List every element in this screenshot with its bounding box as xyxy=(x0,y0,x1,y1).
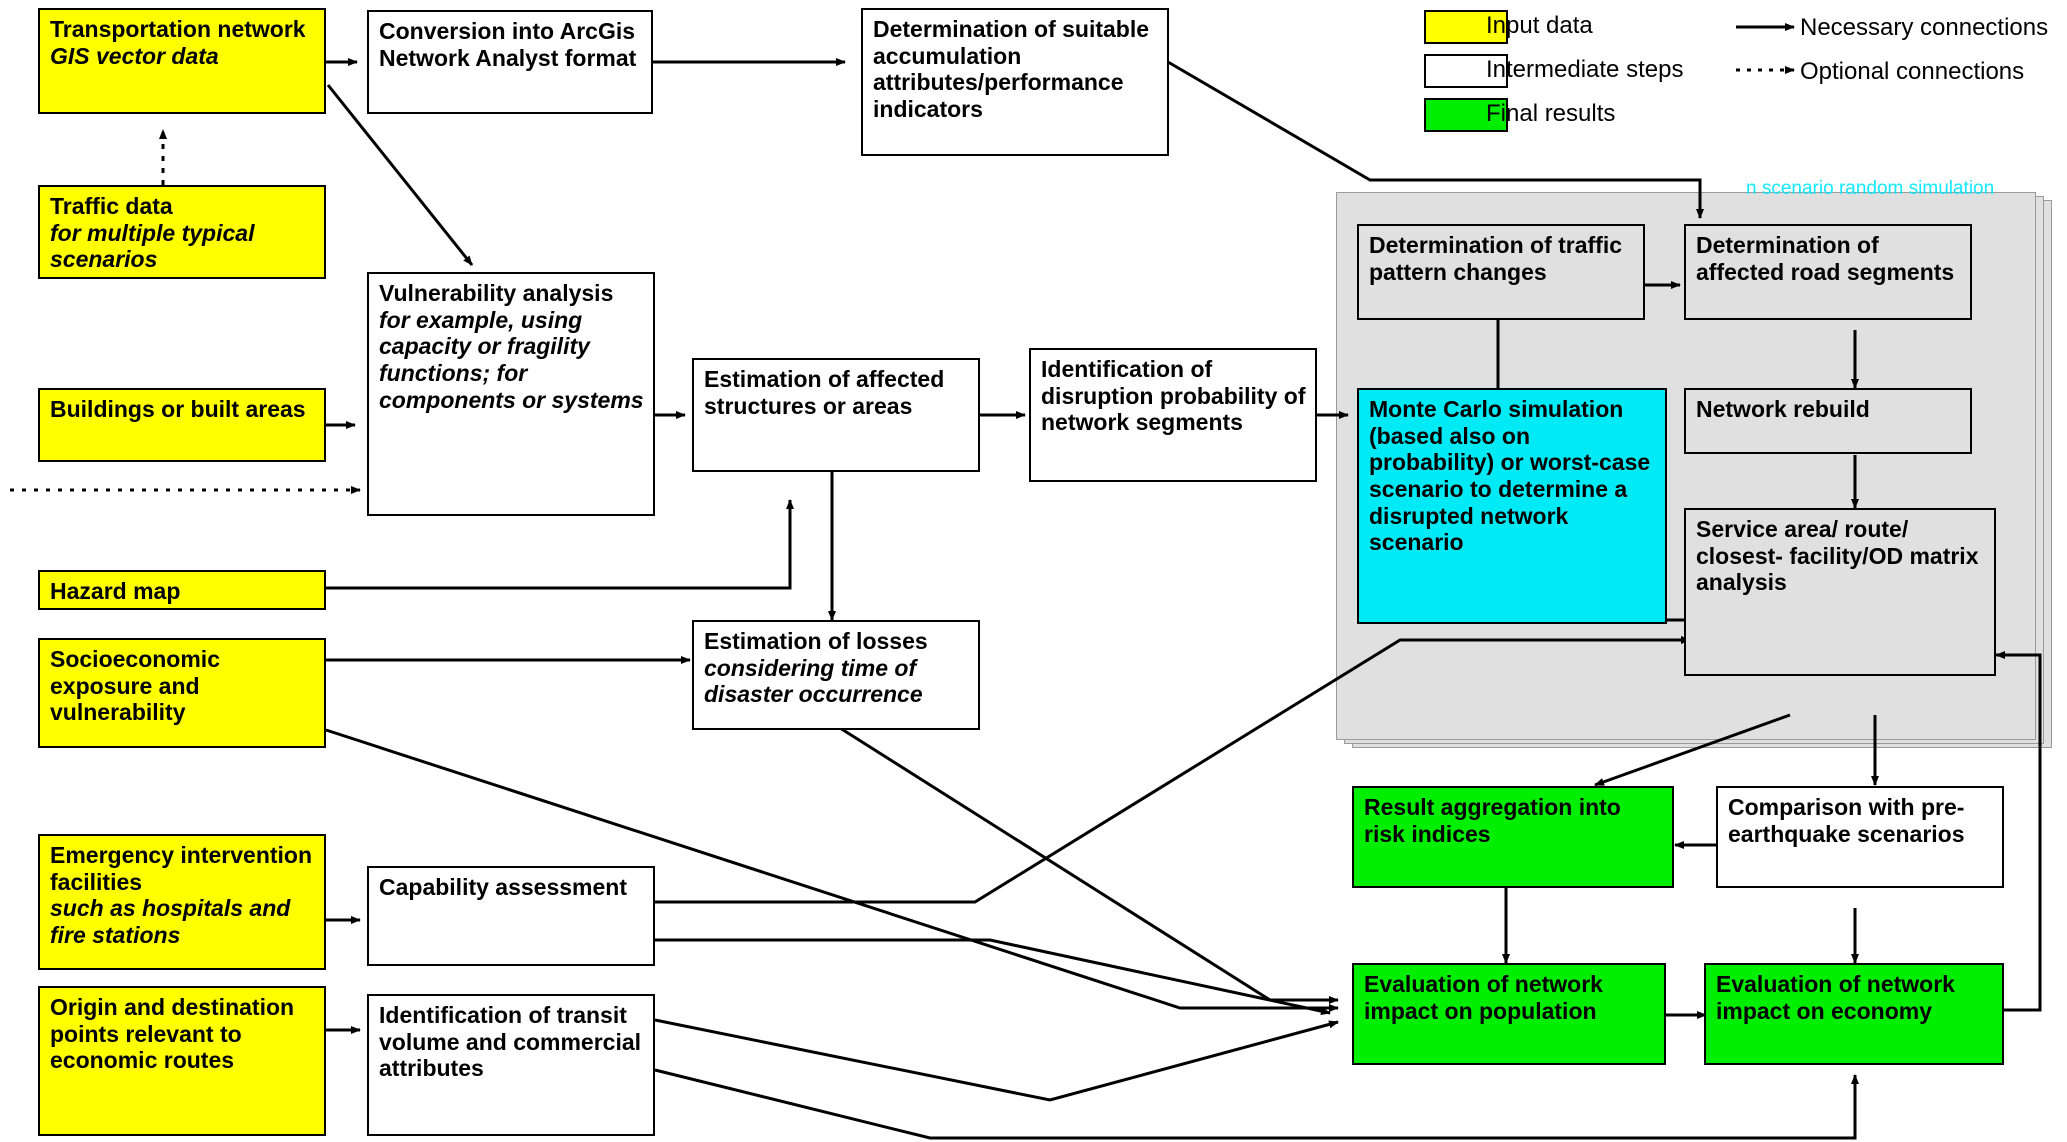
node-economy-impact[interactable] xyxy=(1704,963,2004,1065)
node-hazard-map[interactable] xyxy=(38,570,326,610)
node-traffic-pattern-changes[interactable] xyxy=(1357,224,1645,320)
legend-label-input-data: Input data xyxy=(1486,12,1593,39)
node-affected-structures[interactable] xyxy=(692,358,980,472)
node-result-aggregation[interactable] xyxy=(1352,786,1674,888)
node-title: Service area/ route/ closest- facility/OD matrix analysis xyxy=(1696,516,1979,596)
node-origin-destination-points[interactable] xyxy=(38,986,326,1136)
legend-label-intermediate-steps: Intermediate steps xyxy=(1486,56,1684,83)
node-buildings-or-built-areas[interactable] xyxy=(38,388,326,462)
node-title: Socioeconomic exposure and vulnerability xyxy=(50,646,220,726)
node-title: Transportation network xyxy=(50,16,306,42)
node-population-impact[interactable] xyxy=(1352,963,1666,1065)
node-subtitle: for example, using capacity or fragility functions; for components or systems xyxy=(379,306,644,413)
node-title: Origin and destination points relevant to economic routes xyxy=(50,994,295,1074)
node-network-rebuild[interactable] xyxy=(1684,388,1972,454)
node-service-area-analysis[interactable] xyxy=(1684,508,1996,676)
node-subtitle: for multiple typical scenarios xyxy=(50,219,255,273)
node-conversion-arcgis[interactable] xyxy=(367,10,653,114)
node-title: Hazard map xyxy=(50,578,181,604)
node-title: Identification of disruption probability of network segments xyxy=(1041,356,1306,436)
node-subtitle: GIS vector data xyxy=(50,42,219,69)
node-traffic-data[interactable] xyxy=(38,185,326,279)
node-title: Conversion into ArcGis Network Analyst format xyxy=(379,18,637,71)
node-affected-road-segments[interactable] xyxy=(1684,224,1972,320)
node-title: Result aggregation into risk indices xyxy=(1364,794,1621,847)
node-title: Evaluation of network impact on economy xyxy=(1716,971,1955,1024)
legend-label-final-results: Final results xyxy=(1486,100,1616,127)
node-comparison-pre-earthquake[interactable] xyxy=(1716,786,2004,888)
node-capability-assessment[interactable] xyxy=(367,866,655,966)
legend-label-optional-connections: Optional connections xyxy=(1800,58,2025,85)
node-transit-volume[interactable] xyxy=(367,994,655,1136)
node-disruption-probability[interactable] xyxy=(1029,348,1317,482)
node-title: Determination of traffic pattern changes xyxy=(1369,232,1623,285)
node-title: Traffic data xyxy=(50,193,173,219)
node-title: Determination of suitable accumulation attributes/performance indicators xyxy=(873,16,1150,123)
node-title: Buildings or built areas xyxy=(50,396,306,422)
node-subtitle: such as hospitals and fire stations xyxy=(50,895,291,949)
node-subtitle: considering time of disaster occurrence xyxy=(704,654,923,708)
node-title: Monte Carlo simulation (based also on probability) or worst-case scenario to determine a disrupted network scenario xyxy=(1369,396,1651,556)
node-title: Identification of transit volume and commercial attributes xyxy=(379,1002,642,1082)
node-title: Evaluation of network impact on population xyxy=(1364,971,1603,1024)
node-title: Capability assessment xyxy=(379,874,628,900)
node-emergency-facilities[interactable] xyxy=(38,834,326,970)
node-title: Network rebuild xyxy=(1696,396,1870,422)
legend-label-necessary-connections: Necessary connections xyxy=(1800,14,2049,41)
node-vulnerability-analysis[interactable] xyxy=(367,272,655,516)
node-title: Comparison with pre-earthquake scenarios xyxy=(1728,794,1965,847)
node-accumulation-attributes[interactable] xyxy=(861,8,1169,156)
node-monte-carlo-simulation[interactable] xyxy=(1357,388,1667,624)
node-title: Determination of affected road segments xyxy=(1696,232,1955,285)
node-socioeconomic-exposure[interactable] xyxy=(38,638,326,748)
node-transportation-network[interactable] xyxy=(38,8,326,114)
node-title: Estimation of losses xyxy=(704,628,928,654)
node-estimation-of-losses[interactable] xyxy=(692,620,980,730)
node-title: Emergency intervention facilities xyxy=(50,842,313,895)
node-title: Estimation of affected structures or areas xyxy=(704,366,945,419)
simulation-panel-label: n scenario random simulation xyxy=(1746,178,1995,199)
node-title: Vulnerability analysis xyxy=(379,280,614,306)
